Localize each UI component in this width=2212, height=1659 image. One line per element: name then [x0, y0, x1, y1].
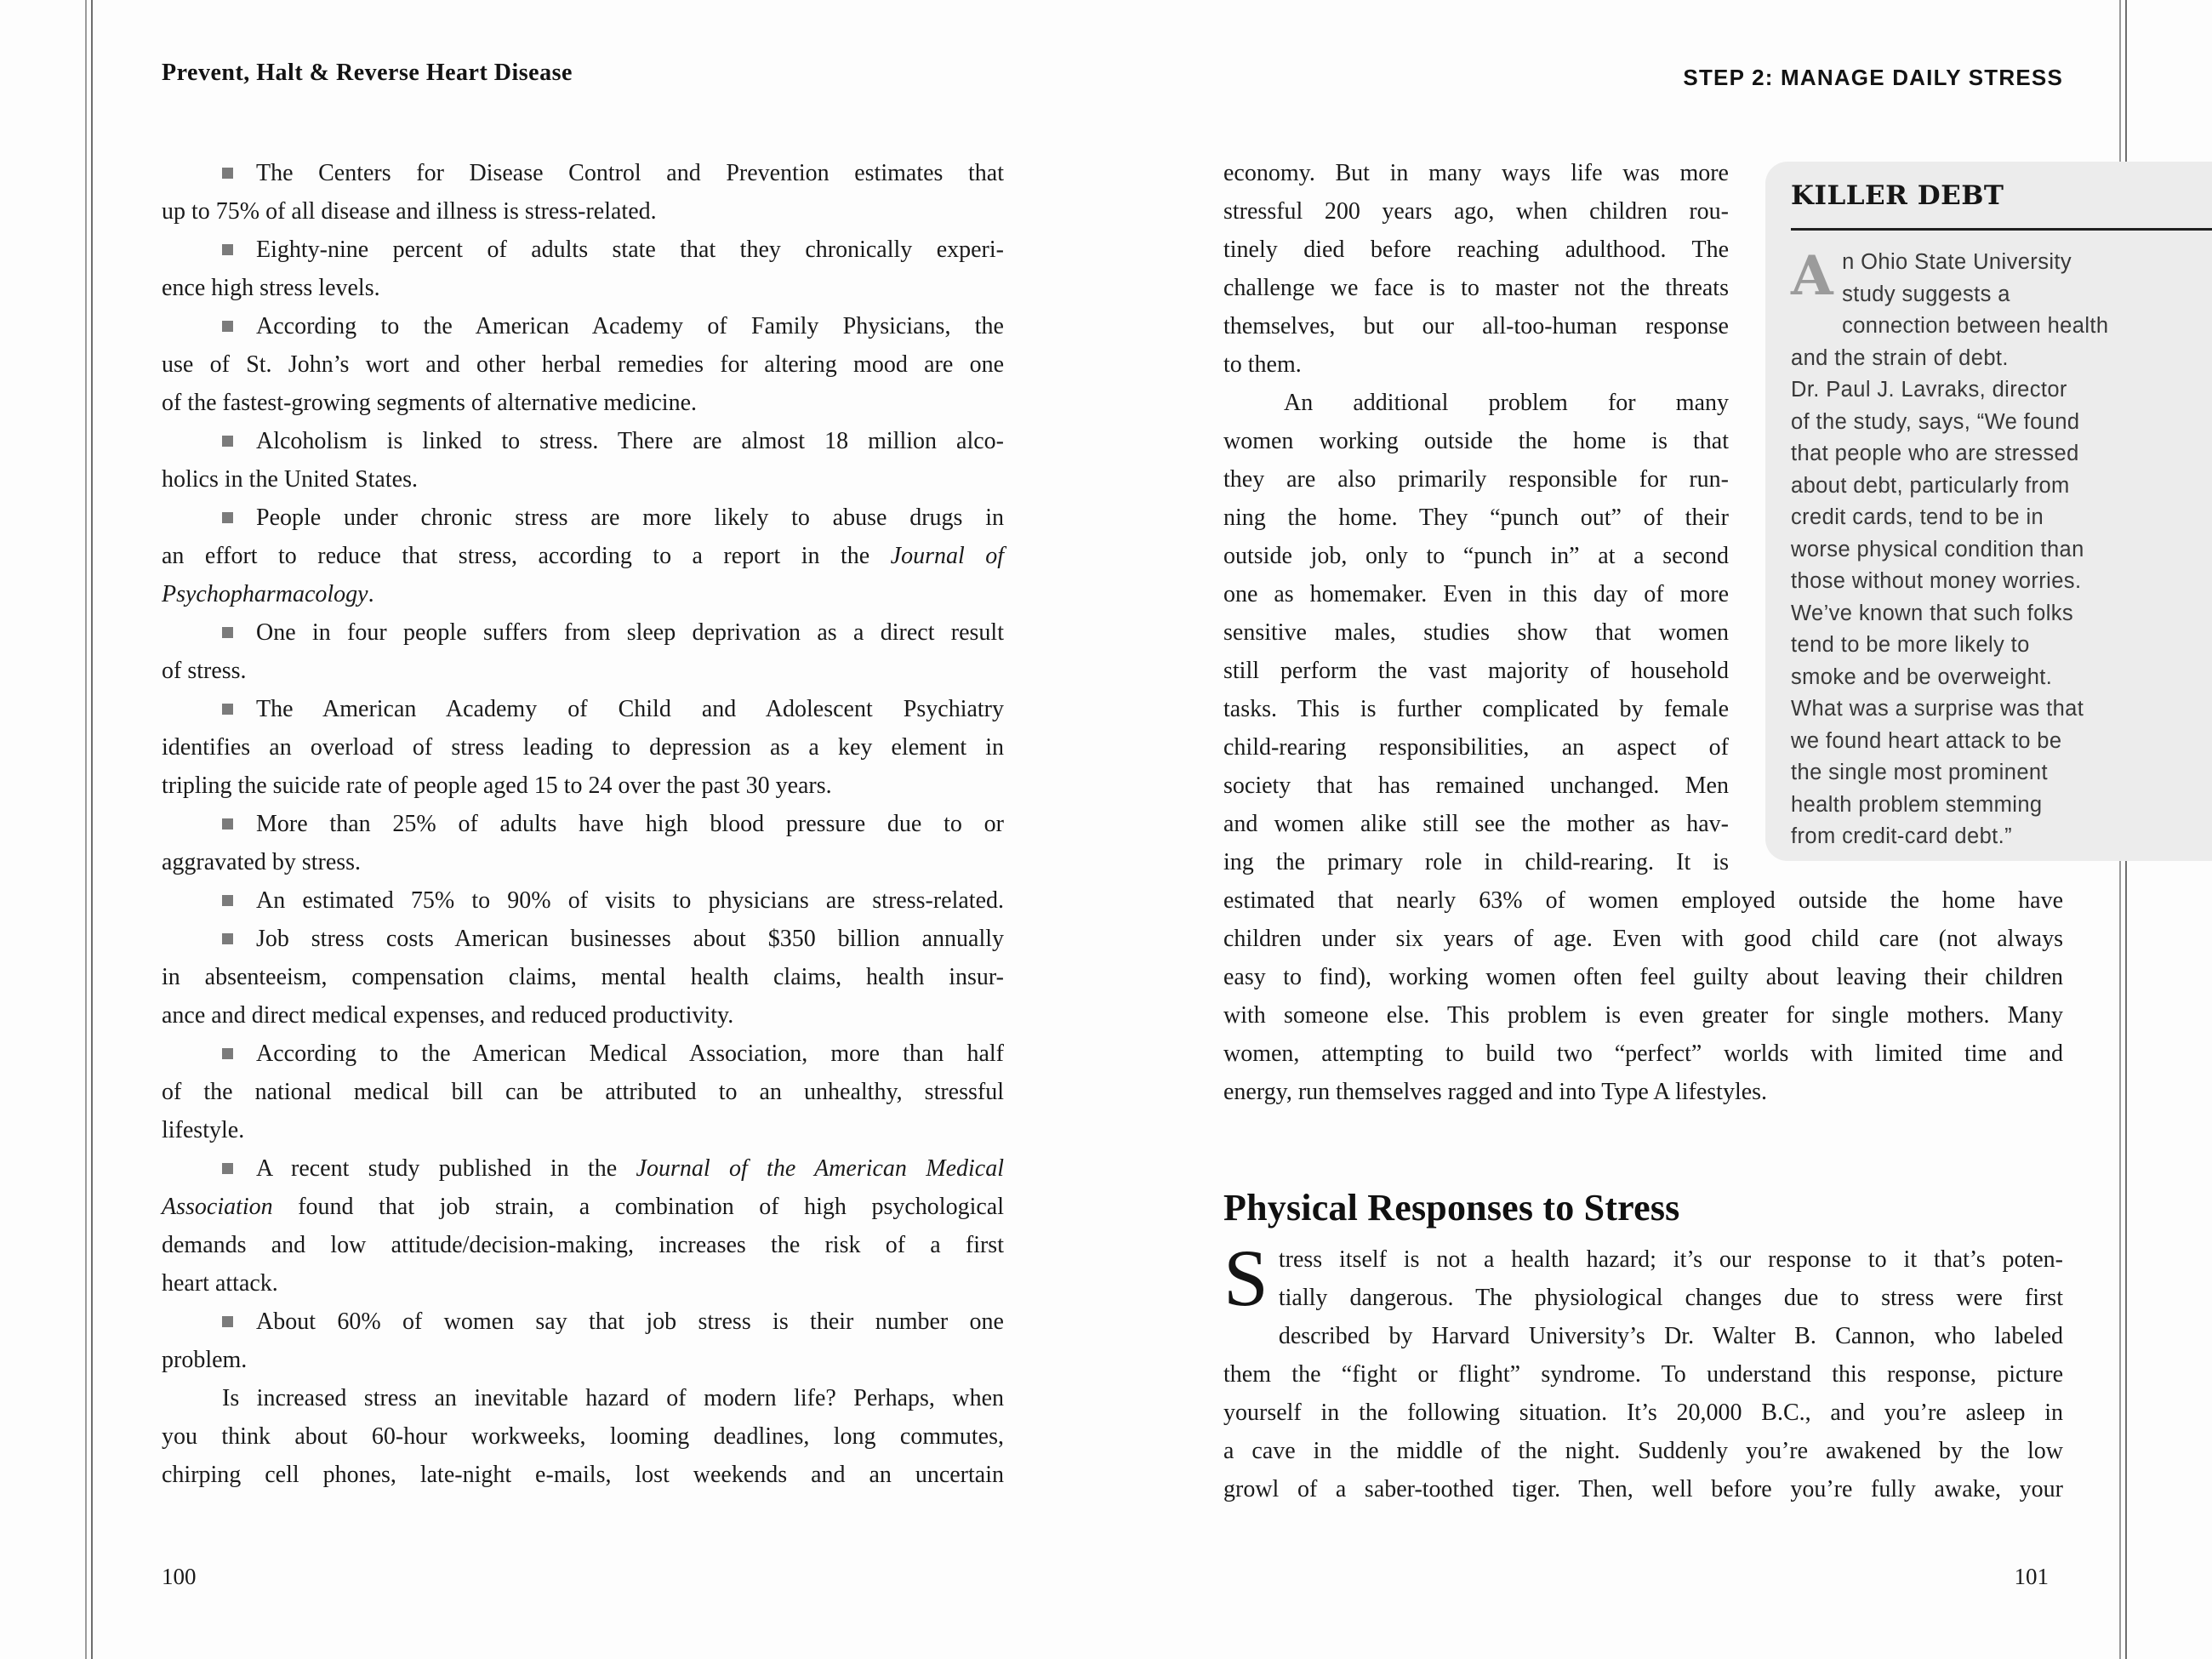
text-line: tripling the suicide rate of people aged 15 to 24 over the past 30 years. — [162, 772, 832, 799]
sidebar-text-line: What was a surprise was that — [1791, 697, 2084, 721]
bullet-square-icon — [222, 1048, 233, 1059]
text-line: children under six years of age. Even with good child care (not always — [1223, 926, 2063, 952]
text-line: and women alike still see the mother as hav- — [1223, 811, 1729, 837]
sidebar-text-line: We’ve known that such folks — [1791, 601, 2074, 625]
killer-debt-sidebar — [1765, 162, 2212, 861]
section-paragraph — [1223, 1233, 2063, 1508]
bullet-square-icon — [222, 244, 233, 255]
text-line: About 60% of women say that job stress is their number one — [162, 1303, 1004, 1341]
running-header-right: STEP 2: MANAGE DAILY STRESS — [1683, 65, 2063, 90]
section-heading: Physical Responses to Stress — [1223, 1187, 1680, 1229]
sidebar-text-line: connection between health — [1842, 314, 2109, 338]
text-line: Alcoholism is linked to stress. There are almost 18 million alco- — [162, 422, 1004, 460]
text-line: use of St. John’s wort and other herbal remedies for altering mood are one — [162, 351, 1004, 378]
text-line: tinely died before reaching adulthood. The — [1223, 237, 1729, 263]
text-line: with someone else. This problem is even greater for single mothers. Many — [1223, 1002, 2063, 1029]
text-line: you think about 60-hour workweeks, looming deadlines, long commutes, — [162, 1423, 1004, 1450]
sidebar-text-line: we found heart attack to be — [1791, 728, 2062, 753]
text-line: The American Academy of Child and Adolescent Psychiatry — [162, 690, 1004, 728]
text-line: of the national medical bill can be attributed to an unhealthy, stressful — [162, 1079, 1004, 1105]
text-line: women working outside the home is that — [1223, 428, 1729, 454]
sidebar-text-line: An Ohio State University — [1791, 247, 2186, 279]
text-line: yourself in the following situation. It’s 20,000 B.C., and you’re asleep in — [1223, 1400, 2063, 1426]
text-line: Is increased stress an inevitable hazard of modern life? Perhaps, when — [222, 1385, 1004, 1411]
text-line: growl of a saber-toothed tiger. Then, well before you’re fully awake, your — [1223, 1476, 2063, 1502]
text-line: still perform the vast majority of household — [1223, 658, 1729, 684]
text-line: estimated that nearly 63% of women employed outside the home have — [1223, 887, 2063, 914]
text-line: a cave in the middle of the night. Suddenly you’re awakened by the low — [1223, 1438, 2063, 1464]
bullet-square-icon — [222, 933, 233, 944]
bullet-square-icon — [222, 321, 233, 332]
right-narrow-column — [1223, 154, 1729, 881]
text-line: sensitive males, studies show that women — [1223, 619, 1729, 646]
text-line: According to the American Academy of Family Physicians, the — [162, 307, 1004, 345]
sidebar-text-line: that people who are stressed — [1791, 442, 2079, 465]
text-line: described by Harvard University’s Dr. Walter B. Cannon, who labeled — [1278, 1323, 2063, 1349]
bullet-square-icon — [222, 512, 233, 523]
sidebar-text-line: those without money worries. — [1791, 569, 2082, 593]
text-line: outside job, only to “punch in” at a second — [1223, 543, 1729, 569]
sidebar-text-line: smoke and be overweight. — [1791, 664, 2053, 689]
text-line: themselves, but our all-too-human response — [1223, 313, 1729, 339]
sidebar-text-line: study suggests a — [1842, 282, 2010, 306]
bullet-square-icon — [222, 436, 233, 447]
text-line: ence high stress levels. — [162, 275, 380, 301]
text-line: A recent study published in the Journal of the American Medical — [162, 1149, 1004, 1188]
sidebar-text-line: and the strain of debt. — [1791, 345, 2009, 370]
text-line: tially dangerous. The physiological changes due to stress were first — [1278, 1285, 2063, 1311]
text-line: One in four people suffers from sleep deprivation as a direct result — [162, 613, 1004, 652]
page-edge-line-left-outer — [85, 0, 87, 1659]
text-line: More than 25% of adults have high blood pressure due to or — [162, 805, 1004, 843]
page-number-left: 100 — [162, 1564, 197, 1589]
text-line: ance and direct medical expenses, and reduced productivity. — [162, 1002, 734, 1029]
text-line: Job stress costs American businesses about $350 billion annually — [162, 920, 1004, 958]
sidebar-text-line: credit cards, tend to be in — [1791, 505, 2044, 529]
sidebar-title: KILLER DEBT — [1791, 180, 2004, 211]
bullet-square-icon — [222, 818, 233, 830]
drop-cap-s: S — [1223, 1233, 1268, 1323]
text-line: According to the American Medical Association, more than half — [162, 1035, 1004, 1073]
sidebar-text-line: from credit-card debt.” — [1791, 824, 2013, 848]
text-line: easy to find), working women often feel guilty about leaving their children — [1223, 964, 2063, 990]
bullet-square-icon — [222, 627, 233, 638]
text-line: to them. — [1223, 351, 1302, 378]
text-line: society that has remained unchanged. Men — [1223, 772, 1729, 799]
text-line: Psychopharmacology. — [162, 581, 374, 607]
sidebar-text-line: worse physical condition than — [1791, 537, 2084, 562]
text-line: heart attack. — [162, 1270, 278, 1297]
bullet-square-icon — [222, 704, 233, 715]
left-column — [162, 154, 1004, 1494]
text-line: an effort to reduce that stress, according to a report in the Journal of — [162, 543, 1004, 569]
page-number-right: 101 — [2014, 1564, 2049, 1589]
sidebar-text-line: the single most prominent — [1791, 761, 2048, 784]
sidebar-text-line: tend to be more likely to — [1791, 633, 2030, 657]
text-line: chirping cell phones, late-night e-mails, lost weekends and an uncertain — [162, 1462, 1004, 1488]
text-line: demands and low attitude/decision-making, increases the risk of a first — [162, 1232, 1004, 1258]
text-line: identifies an overload of stress leading to depression as a key element in — [162, 734, 1004, 761]
sidebar-text-line: Dr. Paul J. Lavraks, director — [1791, 378, 2067, 402]
text-line: ing the primary role in child-rearing. It is — [1223, 849, 1729, 875]
text-line: of the fastest-growing segments of alternative medicine. — [162, 390, 698, 416]
text-line: up to 75% of all disease and illness is stress-related. — [162, 198, 657, 225]
sidebar-text-line: health problem stemming — [1791, 792, 2043, 817]
text-line: women, attempting to build two “perfect” worlds with limited time and — [1223, 1040, 2063, 1067]
text-line: challenge we face is to master not the threats — [1223, 275, 1729, 301]
text-line: problem. — [162, 1347, 248, 1373]
page-edge-line-left-inner — [91, 0, 93, 1659]
text-line: Stress itself is not a health hazard; it’s our response to it that’s poten- — [1223, 1233, 2063, 1323]
sidebar-divider — [1791, 228, 2212, 231]
text-line: ning the home. They “punch out” of their — [1223, 505, 1729, 531]
text-line: one as homemaker. Even in this day of more — [1223, 581, 1729, 607]
text-line: Association found that job strain, a combination of high psychological — [162, 1194, 1004, 1220]
sidebar-text-line: of the study, says, “We found — [1791, 409, 2080, 434]
text-line: An additional problem for many — [1284, 390, 1729, 416]
text-line: lifestyle. — [162, 1117, 245, 1143]
text-line: of stress. — [162, 658, 247, 684]
bullet-square-icon — [222, 1316, 233, 1327]
text-line: The Centers for Disease Control and Prevention estimates that — [162, 154, 1004, 192]
running-header-left: Prevent, Halt & Reverse Heart Disease — [162, 60, 573, 86]
text-line: economy. But in many ways life was more — [1223, 160, 1729, 186]
right-full-column — [1223, 881, 2063, 1111]
text-line: tasks. This is further complicated by female — [1223, 696, 1729, 722]
bullet-square-icon — [222, 895, 233, 906]
sidebar-text — [1791, 244, 2186, 853]
text-line: them the “fight or flight” syndrome. To understand this response, picture — [1223, 1361, 2063, 1388]
bullet-square-icon — [222, 168, 233, 179]
text-line: stressful 200 years ago, when children rou- — [1223, 198, 1729, 225]
text-line: child-rearing responsibilities, an aspect of — [1223, 734, 1729, 761]
sidebar-text-line: about debt, particularly from — [1791, 473, 2070, 498]
text-line: aggravated by stress. — [162, 849, 362, 875]
text-line: holics in the United States. — [162, 466, 418, 493]
text-line: People under chronic stress are more likely to abuse drugs in — [162, 499, 1004, 537]
text-line: in absenteeism, compensation claims, mental health claims, health insur- — [162, 964, 1004, 990]
text-line: energy, run themselves ragged and into Type A lifestyles. — [1223, 1079, 1768, 1105]
text-line: they are also primarily responsible for run- — [1223, 466, 1729, 493]
drop-cap-a: A — [1791, 244, 1834, 308]
text-line: Eighty-nine percent of adults state that they chronically experi- — [162, 231, 1004, 269]
bullet-square-icon — [222, 1163, 233, 1174]
text-line: An estimated 75% to 90% of visits to physicians are stress-related. — [162, 881, 1004, 920]
